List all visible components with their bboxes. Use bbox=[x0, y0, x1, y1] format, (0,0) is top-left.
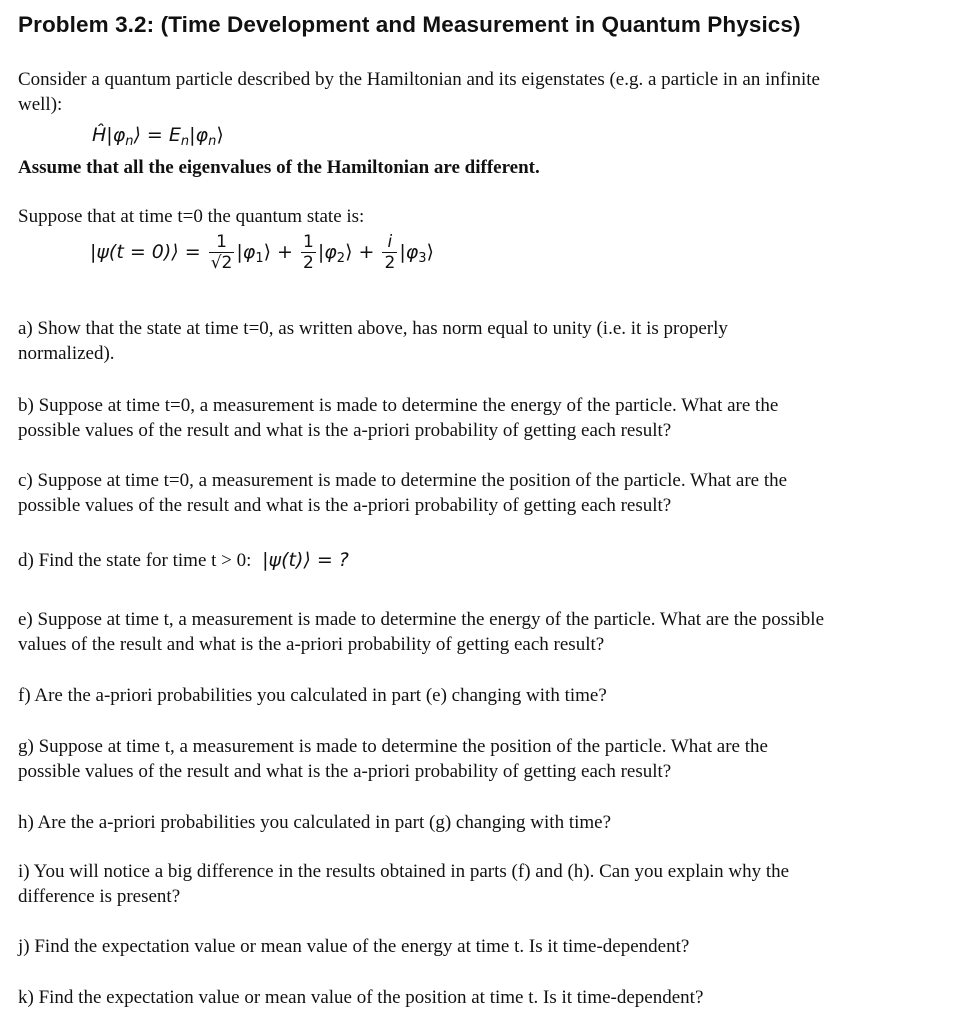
question-j: j) Find the expectation value or mean value of the energy at time t. Is it time-dependent? bbox=[18, 936, 690, 957]
question-a: a) Show that the state at time t=0, as written above, has norm equal to unity (i.e. it is properly normalized). bbox=[18, 318, 728, 364]
question-k: k) Find the expectation value or mean value of the position at time t. Is it time-dependent? bbox=[18, 987, 704, 1008]
question-b: b) Suppose at time t=0, a measurement is made to determine the energy of the particle. What are the possible values of the result and what is the a-priori probability of getting each result? bbox=[18, 395, 779, 441]
problem-title: Problem 3.2: (Time Development and Measurement in Quantum Physics) bbox=[18, 12, 801, 37]
intro-line-1: Consider a quantum particle described by the Hamiltonian and its eigenstates (e.g. a particle in an infinite bbox=[18, 69, 820, 90]
hamiltonian-equation: $Ĥ|\varphi_n⟩$ = $E_n|\varphi_n⟩$ bbox=[92, 124, 224, 149]
intro-paragraph bbox=[18, 68, 953, 117]
question-d: d) Find the state for time t > 0: |ψ(t)⟩ = ? bbox=[18, 549, 349, 571]
assumption-text: Assume that all the eigenvalues of the Hamiltonian are different. bbox=[18, 157, 540, 178]
fraction-one-over-root-two: $\frac{1}{√2}$ bbox=[210, 232, 233, 273]
state-at-t-equation: |ψ(t)⟩ = ? bbox=[262, 549, 349, 571]
suppose-text: Suppose that at time t=0 the quantum state is: bbox=[18, 206, 365, 227]
intro-line-2: well): bbox=[18, 93, 63, 115]
question-f: f) Are the a-priori probabilities you calculated in part (e) changing with time? bbox=[18, 685, 607, 706]
question-g: g) Suppose at time t, a measurement is made to determine the position of the particle. What are the possible values of the result and what is the a-priori probability of getting each result? bbox=[18, 736, 768, 782]
question-h: h) Are the a-priori probabilities you calculated in part (g) changing with time? bbox=[18, 812, 612, 833]
initial-state-equation: |ψ(t = 0)⟩ = $\frac{1}{√2}$ $|\varphi_1⟩$ + $\frac{1}{2}$ $|\varphi_2⟩$ + $\frac{i}{2}$ $|\varphi_3⟩$ bbox=[90, 232, 434, 273]
question-i: i) You will notice a big difference in the results obtained in parts (f) and (h). Can you explain why the difference is present? bbox=[18, 861, 790, 907]
question-c: c) Suppose at time t=0, a measurement is made to determine the position of the particle. What are the possible values of the result and what is the a-priori probability of getting each result? bbox=[18, 470, 788, 516]
fraction-one-half: $\frac{1}{2}$ bbox=[303, 232, 314, 273]
fraction-i-half: $\frac{i}{2}$ bbox=[384, 232, 396, 273]
question-e: e) Suppose at time t, a measurement is made to determine the energy of the particle. What are the possible values of the result and what is the a-priori probability of getting each result? bbox=[18, 609, 824, 655]
